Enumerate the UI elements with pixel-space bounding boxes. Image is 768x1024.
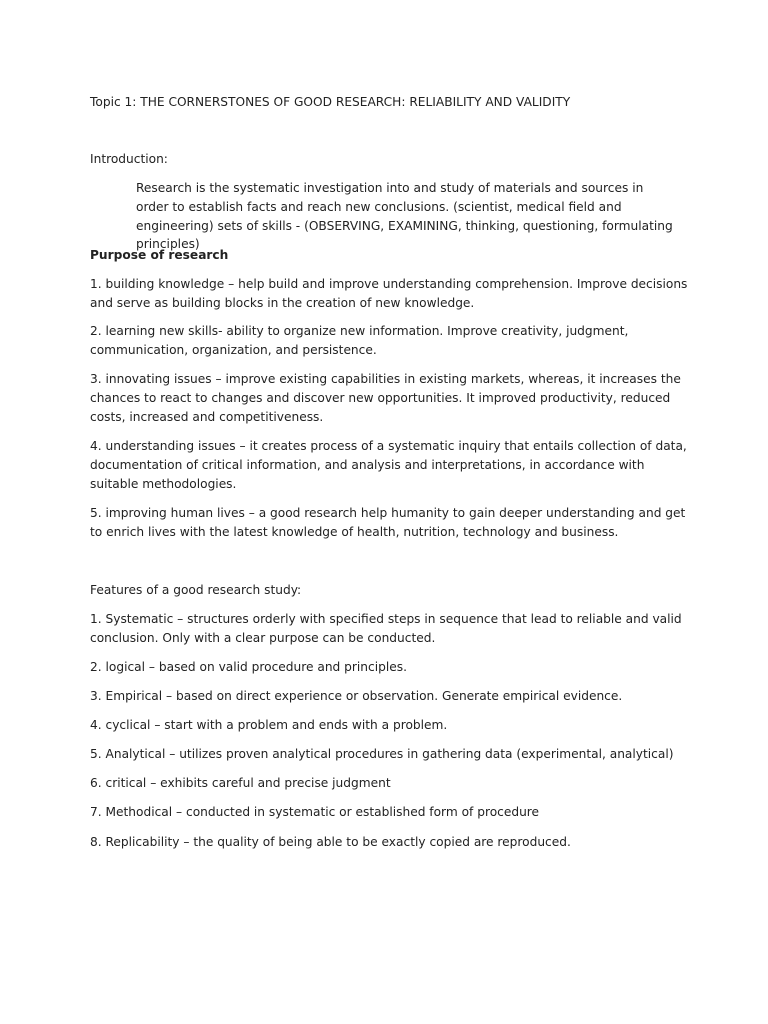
intro-paragraph: Research is the systematic investigation into and study of materials and sources in order to establish facts and reach new conclusions. (scientist, medical field and engineering) sets of skills - (OBSERVING, EXAMINING, thinking, questioning, formulating principles) bbox=[136, 181, 673, 252]
feature-item: 3. Empirical – based on direct experience or observation. Generate empirical evidence. bbox=[90, 689, 623, 703]
features-heading: Features of a good research study: bbox=[90, 583, 302, 597]
purpose-item: 5. improving human lives – a good research help humanity to gain deeper understanding and get to enrich lives with the latest knowledge of health, nutrition, technology and business. bbox=[90, 506, 686, 539]
feature-item: 7. Methodical – conducted in systematic or established form of procedure bbox=[90, 805, 540, 819]
topic-title: Topic 1: THE CORNERSTONES OF GOOD RESEARCH: RELIABILITY AND VALIDITY bbox=[90, 95, 571, 109]
purpose-item: 2. learning new skills- ability to organize new information. Improve creativity, judgment, communication, organization, and persistence. bbox=[90, 324, 629, 357]
feature-item: 8. Replicability – the quality of being able to be exactly copied are reproduced. bbox=[90, 835, 571, 849]
feature-item: 6. critical – exhibits careful and precise judgment bbox=[90, 776, 391, 790]
feature-item: 5. Analytical – utilizes proven analytical procedures in gathering data (experimental, analytical) bbox=[90, 747, 674, 761]
purpose-item: 3. innovating issues – improve existing capabilities in existing markets, whereas, it increases the chances to react to changes and discover new opportunities. It improved productivity, reduced costs, increased and competitiveness. bbox=[90, 372, 681, 424]
purpose-item: 4. understanding issues – it creates process of a systematic inquiry that entails collection of data, documentation of critical information, and analysis and interpretations, in accordance with suitable methodologies. bbox=[90, 439, 687, 491]
intro-heading: Introduction: bbox=[90, 152, 168, 166]
feature-item: 1. Systematic – structures orderly with specified steps in sequence that lead to reliable and valid conclusion. Only with a clear purpose can be conducted. bbox=[90, 612, 682, 645]
feature-item: 4. cyclical – start with a problem and ends with a problem. bbox=[90, 718, 448, 732]
purpose-heading: Purpose of research bbox=[90, 248, 229, 262]
purpose-item: 1. building knowledge – help build and improve understanding comprehension. Improve decisions and serve as building blocks in the creation of new knowledge. bbox=[90, 277, 688, 310]
feature-item: 2. logical – based on valid procedure and principles. bbox=[90, 660, 407, 674]
